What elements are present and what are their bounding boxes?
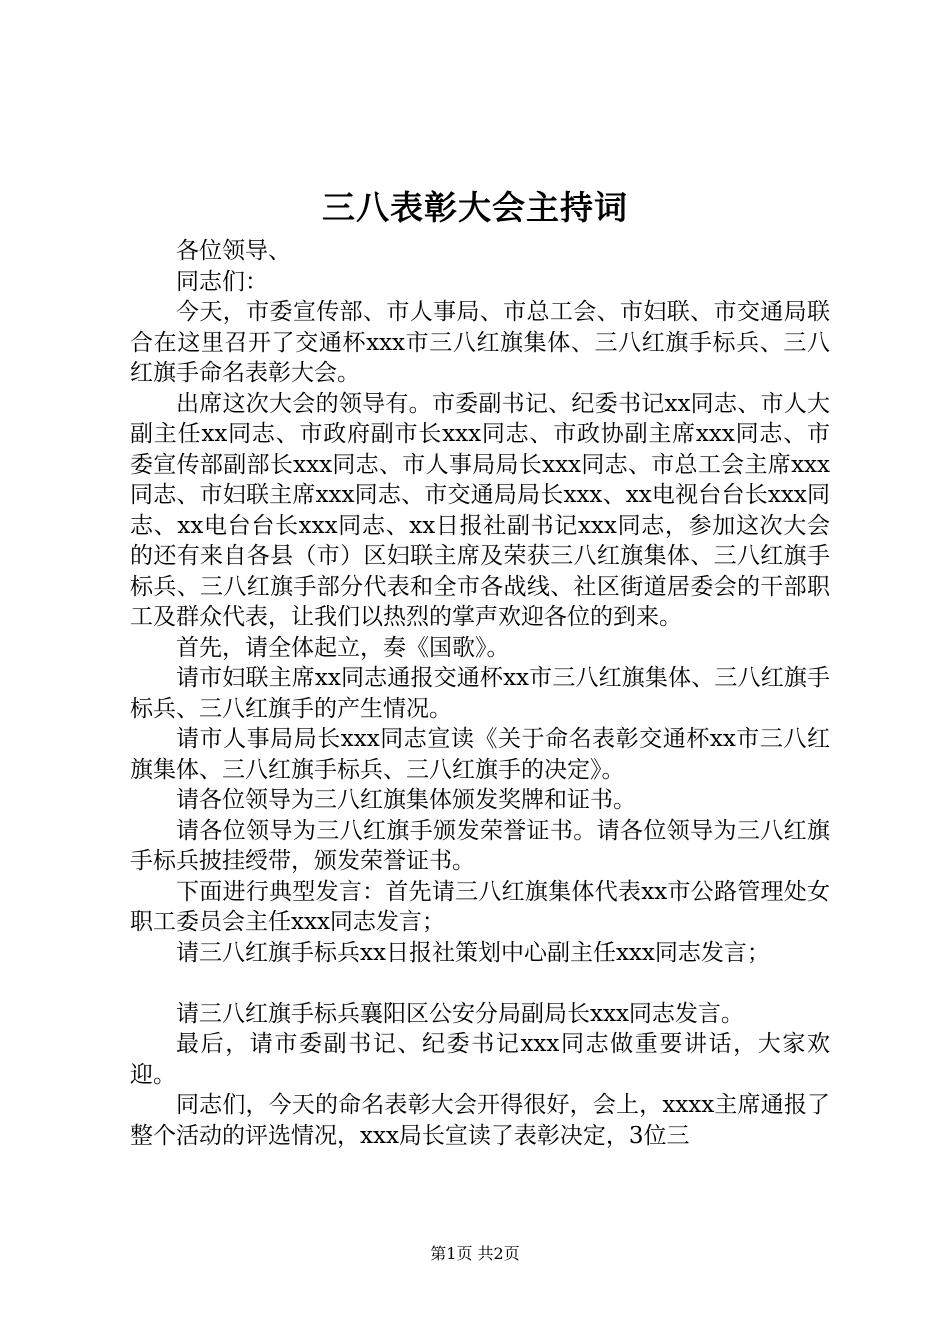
page-number-footer: 第1页 共2页 — [430, 1244, 520, 1263]
paragraph: 出席这次大会的领导有。市委副书记、纪委书记xx同志、市人大副主任xx同志、市政府副市长xxx同志、市政协副主席xxx同志、市委宣传部副部长xxx同志、市人事局局长xxx同志、市总工会主席xxx同志、市妇联主席xxx同志、市交通局局长xxx、xx电视台台长xxx同志、xx电台台长xxx同志、xx日报社副书记xxx同志，参加这次大会的还有来自各县（市）区妇联主席及荣获三八红旗集体、三八红旗手标兵、三八红旗手部分代表和全市各战线、社区街道居委会的干部职工及群众代表，让我们以热烈的掌声欢迎各位的到来。 — [130, 390, 830, 630]
paragraph: 请三八红旗手标兵xx日报社策划中心副主任xxx同志发言； — [176, 939, 770, 966]
paragraph: 请各位领导为三八红旗手颁发荣誉证书。请各位领导为三八红旗手标兵披挂绶带，颁发荣誉证书。 — [130, 817, 830, 874]
paragraph: 同志们： — [176, 268, 268, 295]
paragraph: 各位领导、 — [176, 238, 291, 264]
paragraph: 请市妇联主席xx同志通报交通杯xx市三八红旗集体、三八红旗手标兵、三八红旗手的产生情况。 — [130, 665, 830, 722]
paragraph: 首先，请全体起立，奏《国歌》。 — [176, 634, 510, 661]
document-title: 三八表彰大会主持词 — [322, 188, 628, 227]
paragraph: 下面进行典型发言：首先请三八红旗集体代表xx市公路管理处女职工委员会主任xxx同志发言； — [130, 878, 830, 935]
paragraph: 同志们，今天的命名表彰大会开得很好，会上，xxxx主席通报了整个活动的评选情况，xxx局长宣读了表彰决定，3位三 — [130, 1092, 830, 1149]
paragraph: 今天，市委宣传部、市人事局、市总工会、市妇联、市交通局联合在这里召开了交通杯xxx市三八红旗集体、三八红旗手标兵、三八红旗手命名表彰大会。 — [130, 299, 830, 386]
document-body — [130, 236, 830, 1151]
paragraph: 请三八红旗手标兵襄阳区公安分局副局长xxx同志发言。 — [176, 1000, 744, 1027]
paragraph: 请市人事局局长xxx同志宣读《关于命名表彰交通杯xx市三八红旗集体、三八红旗手标兵、三八红旗手的决定》。 — [130, 726, 830, 783]
paragraph: 最后，请市委副书记、纪委书记xxx同志做重要讲话，大家欢迎。 — [130, 1031, 830, 1088]
paragraph: 请各位领导为三八红旗集体颁发奖牌和证书。 — [176, 787, 636, 813]
